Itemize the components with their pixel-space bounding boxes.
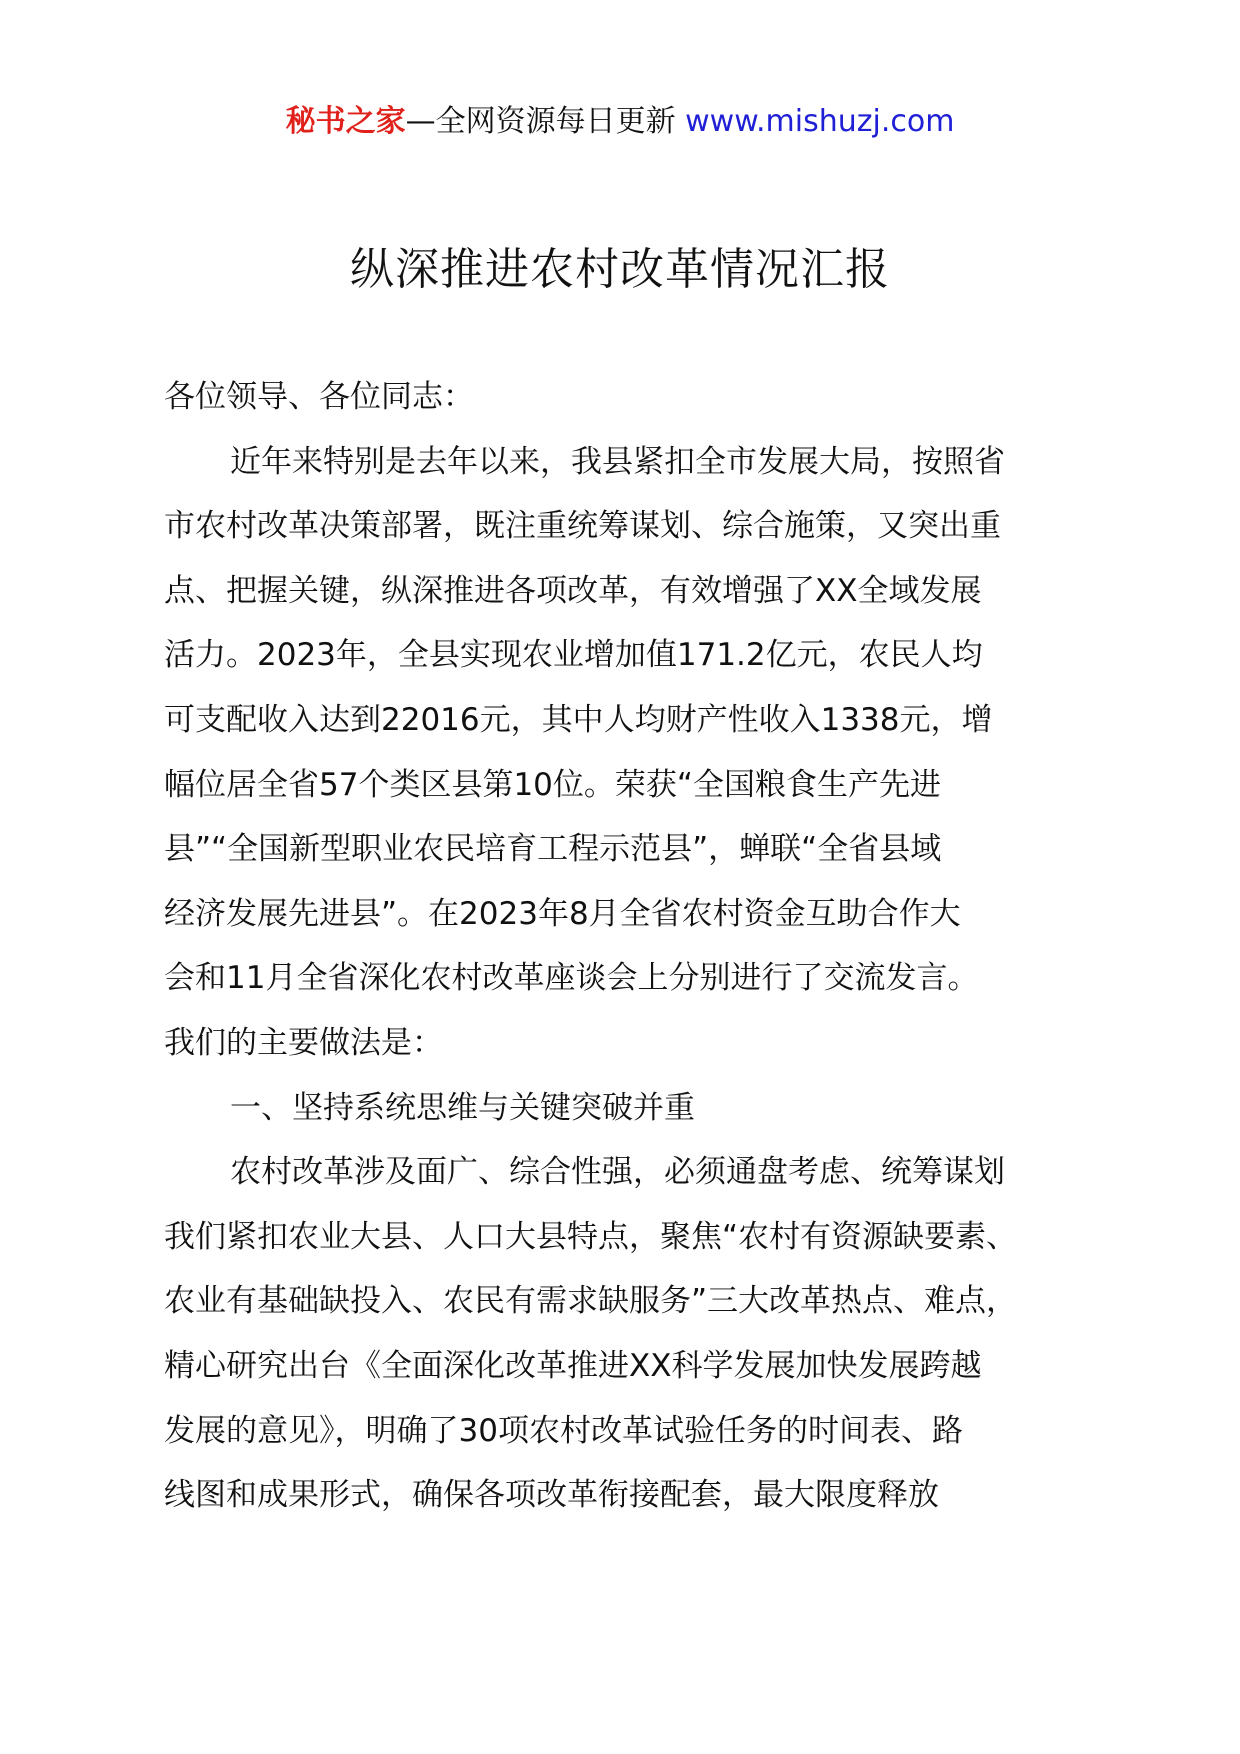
- paragraph-line: 线图和成果形式，确保各项改革衔接配套，最大限度释放: [164, 1477, 939, 1514]
- banner-url-link[interactable]: www.mishuzj.com: [685, 104, 955, 139]
- paragraph-line: 幅位居全省57个类区县第10位。荣获“全国粮食生产先进: [164, 766, 941, 803]
- paragraph-line: 活力。2023年，全县实现农业增加值171.2亿元，农民人均: [164, 637, 983, 674]
- paragraph-line: 精心研究出台《全面深化改革推进XX科学发展加快发展跨越: [164, 1347, 982, 1384]
- paragraph-line: 发展的意见》，明确了30项农村改革试验任务的时间表、路: [164, 1412, 963, 1449]
- paragraph-line: 点、把握关键，纵深推进各项改革，有效增强了XX全域发展: [164, 572, 982, 609]
- paragraph-line: 县”“全国新型职业农民培育工程示范县”，蝉联“全省县域: [164, 831, 942, 868]
- paragraph-line: 会和11月全省深化农村改革座谈会上分别进行了交流发言。: [164, 960, 979, 997]
- banner-brand: 秘书之家: [285, 104, 406, 139]
- site-banner: [0, 102, 1240, 142]
- paragraph-line: 经济发展先进县”。在2023年8月全省农村资金互助合作大: [164, 895, 961, 932]
- document-title: 纵深推进农村改革情况汇报: [350, 244, 890, 295]
- section-heading: 一、坚持系统思维与关键突破并重: [230, 1089, 695, 1126]
- paragraph-line: 市农村改革决策部署，既注重统筹谋划、综合施策，又突出重: [164, 508, 1001, 545]
- paragraph-line: 近年来特别是去年以来，我县紧扣全市发展大局，按照省: [230, 443, 1005, 480]
- paragraph-line: 农业有基础缺投入、农民有需求缺服务”三大改革热点、难点，: [164, 1283, 1018, 1320]
- banner-slogan: —全网资源每日更新: [405, 104, 676, 139]
- paragraph-line: 农村改革涉及面广、综合性强，必须通盘考虑、统筹谋划: [230, 1154, 1005, 1191]
- paragraph-line: 我们紧扣农业大县、人口大县特点，聚焦“农村有资源缺要素、: [164, 1218, 1018, 1255]
- salutation-line: 各位领导、各位同志：: [164, 379, 474, 415]
- paragraph-line: 可支配收入达到22016元，其中人均财产性收入1338元，增: [164, 701, 993, 738]
- document-body: [164, 365, 1124, 1528]
- paragraph-line: 我们的主要做法是：: [164, 1024, 443, 1061]
